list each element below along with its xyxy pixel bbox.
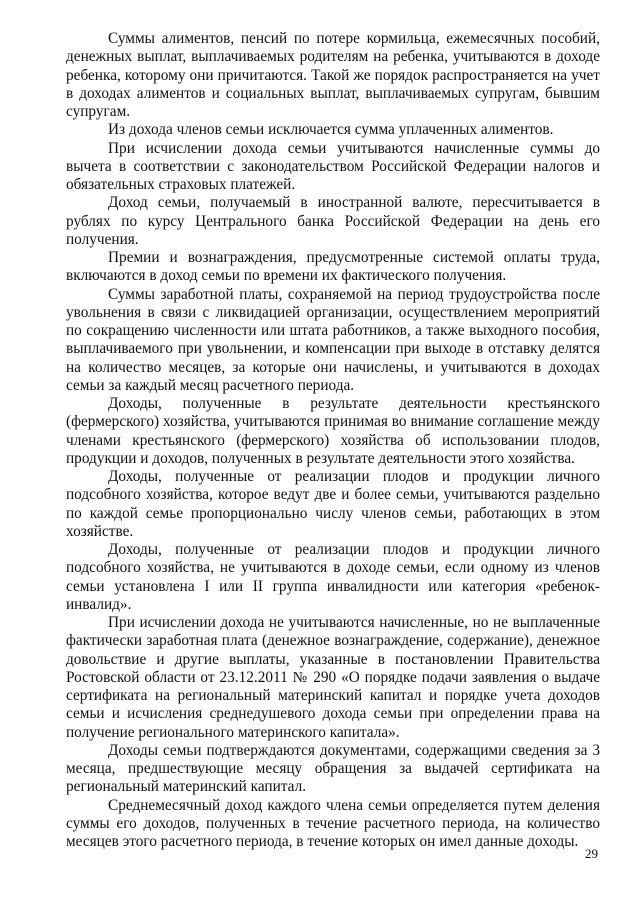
paragraph-severance: Суммы заработной платы, сохраняемой на период трудоустройства после увольнения в связи с ликвидацией организации, осуществлением мероприятий по сокращению численности или штата работников, а также выходного пособия, выплачиваемого при увольнении, и компенсации при выходе в отставку делятся на количество месяцев, за которые они начислены, и учитываются в доходах семьи за каждый месяц расчетного периода. (66, 285, 600, 394)
paragraph-household-plot-shared: Доходы, полученные от реализации плодов и продукции личного подсобного хозяйства, которое ведут две и более семьи, учитываются раздельно по каждой семье пропорционально числу членов семьи, работающих в этом хозяйстве. (66, 468, 600, 540)
paragraph-farm-income: Доходы, полученные в результате деятельности крестьянского (фермерского) хозяйства, учитываются принимая во внимание соглашение между членами крестьянского (фермерского) хозяйства об использовании плодов, продукции и доходов, полученных в результате деятельности этого хозяйства. (66, 395, 600, 467)
paragraph-alimony-exclusion: Из дохода членов семьи исключается сумма уплаченных алиментов. (108, 121, 554, 139)
paragraph-household-plot-disability: Доходы, полученные от реализации плодов и продукции личного подсобного хозяйства, не учитываются в доходе семьи, если одному из членов семьи установлена I или II группа инвалидности или категория «ребенок-инвалид». (66, 541, 600, 613)
paragraph-gross-amounts: При исчислении дохода семьи учитываются начисленные суммы до вычета в соответствии с законодательством Российской Федерации налогов и обязательных страховых платежей. (66, 139, 600, 193)
paragraph-bonuses: Премии и вознаграждения, предусмотренные системой оплаты труда, включаются в доход семьи по времени их фактического получения. (66, 249, 600, 285)
paragraph-alimony-allocation: Суммы алиментов, пенсий по потере кормильца, ежемесячных пособий, денежных выплат, выплачиваемых родителям на ребенка, учитываются в доходе ребенка, которому они причитаются. Такой же порядок распространяется на учет в доходах алиментов и социальных выплат, выплачиваемых супругам, бывшим супругам. (66, 30, 600, 120)
paragraph-income-documents: Доходы семьи подтверждаются документами, содержащими сведения за 3 месяца, предшествующие месяцу обращения за выдачей сертификата на региональный материнский капитал. (66, 741, 600, 796)
paragraph-unpaid-wages: При исчислении дохода не учитываются начисленные, но не выплаченные фактически заработная плата (денежное вознаграждение, содержание), денежное довольствие и другие выплаты, указанные в постановлении Правительства Ростовской области от 23.12.2011 № 290 «О порядке подачи заявления о выдаче сертификата на региональный материнский капитал и порядке учета доходов семьи и исчисления среднедушевого дохода семьи при определении права на получение регионального материнского капитала». (66, 614, 600, 741)
paragraph-average-monthly-income: Среднемесячный доход каждого члена семьи определяется путем деления суммы его доходов, полученных в течение расчетного периода, на количество месяцев этого расчетного периода, в течение которых он имел данные доходы. (66, 796, 600, 850)
paragraph-foreign-currency: Доход семьи, получаемый в иностранной валюте, пересчитывается в рублях по курсу Центрального банка Российской Федерации на день его получения. (66, 194, 600, 248)
page-number: 29 (585, 846, 598, 861)
document-body (66, 30, 600, 851)
